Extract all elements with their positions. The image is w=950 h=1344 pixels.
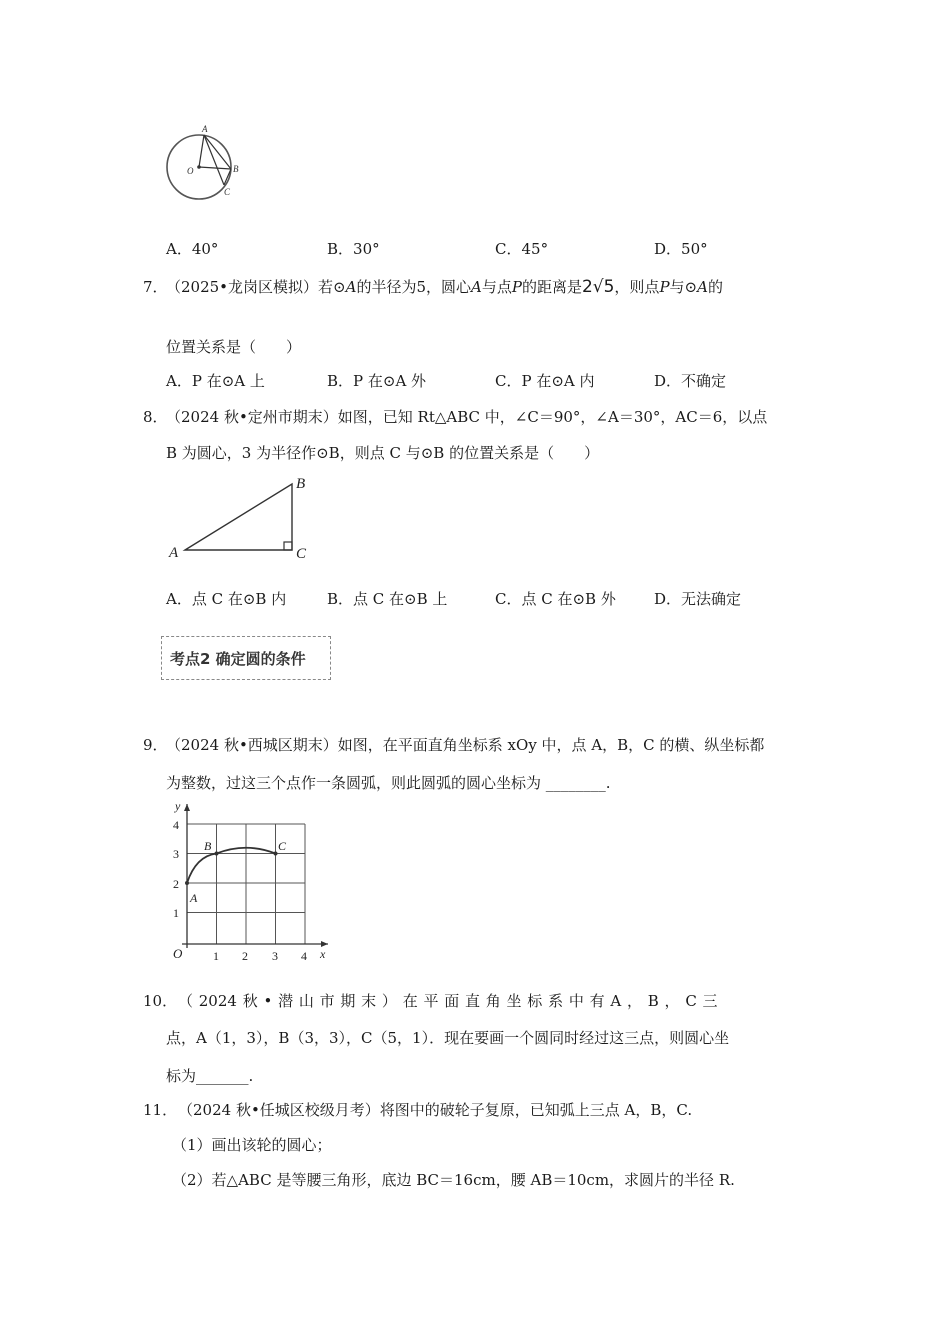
q7-stem-line2: 位置关系是（ ）: [166, 338, 302, 356]
q9-coordinate-figure: [160, 798, 340, 968]
q6-option-b[interactable]: B．30°: [327, 240, 380, 258]
q6-option-c[interactable]: C．45°: [495, 240, 549, 258]
q8-option-a[interactable]: A．点 C 在⊙B 内: [166, 590, 287, 608]
q10-number: 10．: [143, 992, 178, 1010]
q6-circle-figure: [160, 120, 250, 200]
q6-center-dot: [197, 165, 201, 169]
q6-line-oa: [199, 135, 204, 167]
section-header-box: [161, 636, 331, 680]
q9-point-a-dot: [185, 881, 189, 885]
q10-stem-line3: 标为_______.: [166, 1067, 254, 1085]
q8-stem-line1: （2024 秋•定州市期末）如图，已知 Rt△ABC 中，∠C＝90°，∠A＝30°，AC＝6，以点: [166, 408, 768, 426]
q7-radical: 2√5: [581, 277, 615, 297]
q11-sub-question-1: （1）画出该轮的圆心；: [172, 1136, 332, 1154]
q9-number: 9．: [143, 736, 168, 754]
q7-stem-part4: 的距离是: [521, 278, 582, 296]
q6-label-b: B: [233, 164, 239, 174]
q9-label-b: B: [204, 839, 212, 853]
q7-stem-part7: 的: [707, 278, 723, 296]
q7-option-c[interactable]: C．P 在⊙A 内: [495, 372, 595, 390]
q8-right-angle-mark: [284, 542, 292, 550]
q6-label-a: A: [202, 124, 208, 134]
q7-option-a[interactable]: A．P 在⊙A 上: [166, 372, 265, 390]
q7-stem-part3: 与点: [481, 278, 512, 296]
q6-option-d[interactable]: D．50°: [654, 240, 708, 258]
q9-y-axis-arrow: [184, 804, 190, 811]
q9-y-tick-3: 3: [173, 847, 179, 861]
q9-label-c: C: [278, 839, 287, 853]
q9-origin-label: O: [173, 946, 183, 961]
q9-y-tick-1: 1: [173, 906, 179, 920]
q7-stem-part2: 的半径为5，圆心: [356, 278, 471, 296]
q11-sub-question-2: （2）若△ABC 是等腰三角形，底边 BC＝16cm，腰 AB＝10cm，求圆片的半径 R.: [172, 1171, 735, 1189]
q9-x-tick-1: 1: [213, 949, 219, 963]
q9-x-tick-2: 2: [242, 949, 248, 963]
q7-option-b[interactable]: B．P 在⊙A 外: [327, 372, 427, 390]
q9-x-tick-4: 4: [301, 949, 307, 963]
q11-stem-line1: （2024 秋•任城区校级月考）将图中的破轮子复原，已知弧上三点 A，B，C.: [178, 1101, 693, 1119]
q8-option-d[interactable]: D．无法确定: [654, 590, 742, 608]
q6-line-ac: [204, 135, 224, 185]
q8-label-a: A: [169, 545, 179, 561]
q11-number: 11．: [143, 1101, 178, 1119]
q10-stem-line1: （ 2024 秋 • 潜 山 市 期 末 ） 在 平 面 直 角 坐 标 系 中 有 A ， B ， C 三: [178, 992, 718, 1010]
q8-option-b[interactable]: B．点 C 在⊙B 上: [327, 590, 448, 608]
q7-stem-part6: 与⊙: [669, 278, 698, 296]
q7-number: 7．: [143, 278, 168, 296]
q9-x-tick-3: 3: [272, 949, 278, 963]
q8-number: 8．: [143, 408, 168, 426]
q8-option-c[interactable]: C．点 C 在⊙B 外: [495, 590, 616, 608]
q8-triangle-figure: [165, 472, 325, 567]
q7-var-a2: A: [470, 278, 482, 296]
q7-option-d[interactable]: D．不确定: [654, 372, 727, 390]
q7-var-p2: P: [659, 278, 670, 296]
q9-label-a: A: [190, 891, 198, 905]
q7-var-a1: A: [345, 278, 357, 296]
q9-y-axis-label: y: [175, 799, 181, 813]
q9-point-c-dot: [274, 852, 278, 856]
q8-label-b: B: [296, 476, 306, 492]
q7-stem-part1: （2025•龙岗区模拟）若⊙: [166, 278, 346, 296]
q6-line-ob: [199, 167, 231, 169]
q7-var-a3: A: [697, 278, 708, 296]
q8-label-c: C: [296, 546, 307, 562]
q10-stem-line2: 点，A（1，3），B（3，3），C（5，1）．现在要画一个圆同时经过这三点，则圆心坐: [166, 1029, 730, 1047]
q6-label-o: O: [187, 166, 194, 176]
q9-y-tick-2: 2: [173, 877, 179, 891]
q8-triangle: [185, 484, 292, 550]
q9-y-tick-4: 4: [173, 818, 179, 832]
q6-label-c: C: [224, 187, 231, 197]
q9-stem-line1: （2024 秋•西城区期末）如图，在平面直角坐标系 xOy 中，点 A，B，C 的横、纵坐标都: [166, 736, 765, 754]
q9-x-axis-label: x: [320, 947, 326, 961]
q7-var-p1: P: [511, 278, 522, 296]
q7-stem-part5: ，则点: [614, 278, 660, 296]
q7-stem-line1: [166, 276, 723, 297]
q9-stem-line2: 为整数，过这三个点作一条圆弧，则此圆弧的圆心坐标为 ________.: [166, 774, 611, 792]
q6-option-a[interactable]: A．40°: [166, 240, 219, 258]
q8-stem-line2: B 为圆心，3 为半径作⊙B，则点 C 与⊙B 的位置关系是（ ）: [166, 444, 600, 462]
q9-point-b-dot: [215, 852, 219, 856]
section-title: 考点2 确定圆的条件: [170, 649, 306, 668]
